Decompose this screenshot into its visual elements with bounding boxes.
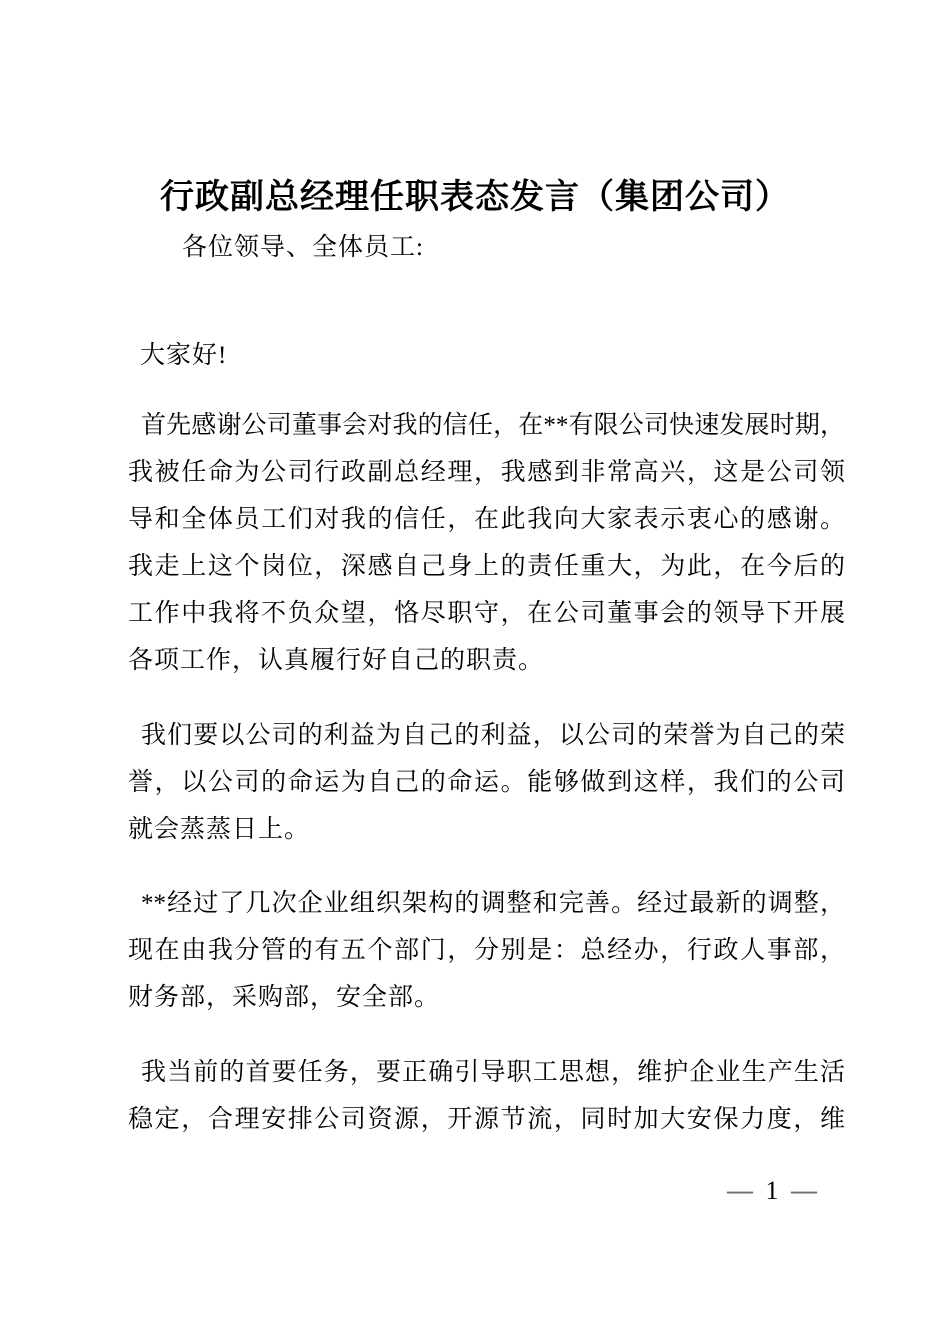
body-line: 我走上这个岗位，深感自己身上的责任重大，为此，在今后的: [128, 553, 845, 580]
paragraph-4: [128, 1049, 845, 1143]
body-line: **经过了几次企业组织架构的调整和完善。经过最新的调整，: [141, 890, 845, 917]
body-line: 导和全体员工们对我的信任，在此我向大家表示衷心的感谢。: [128, 506, 845, 533]
page-number-dash-right: —: [791, 1176, 817, 1205]
greeting-line: 大家好!: [140, 342, 228, 369]
paragraph-2: [128, 712, 845, 853]
body-line: 稳定，合理安排公司资源，开源节流，同时加大安保力度，维: [128, 1106, 845, 1133]
body-line: 各项工作，认真履行好自己的职责。: [128, 647, 545, 674]
paragraph-3: [128, 880, 845, 1021]
page-number-value: 1: [765, 1176, 779, 1205]
body-line: 首先感谢公司董事会对我的信任，在**有限公司快速发展时期，: [141, 412, 845, 439]
body-line: 现在由我分管的有五个部门，分别是：总经办，行政人事部，: [128, 937, 845, 964]
body-line: 财务部，采购部，安全部。: [128, 984, 441, 1011]
paragraph-1: [128, 402, 845, 684]
document-title: 行政副总经理任职表态发言（集团公司）: [160, 179, 790, 216]
body-line: 我当前的首要任务，要正确引导职工思想，维护企业生产生活: [141, 1059, 845, 1086]
body-line: 誉，以公司的命运为自己的命运。能够做到这样，我们的公司: [128, 769, 845, 796]
body-line: 就会蒸蒸日上。: [128, 816, 311, 843]
document-content: [128, 176, 845, 1214]
salutation-line: 各位领导、全体员工:: [182, 234, 424, 261]
body-line: 工作中我将不负众望，恪尽职守，在公司董事会的领导下开展: [128, 600, 845, 627]
body-line: 我们要以公司的利益为自己的利益，以公司的荣誉为自己的荣: [141, 722, 845, 749]
body-line: 我被任命为公司行政副总经理，我感到非常高兴，这是公司领: [128, 459, 845, 486]
page-number-dash-left: —: [727, 1176, 753, 1205]
page-number: [128, 1167, 845, 1214]
